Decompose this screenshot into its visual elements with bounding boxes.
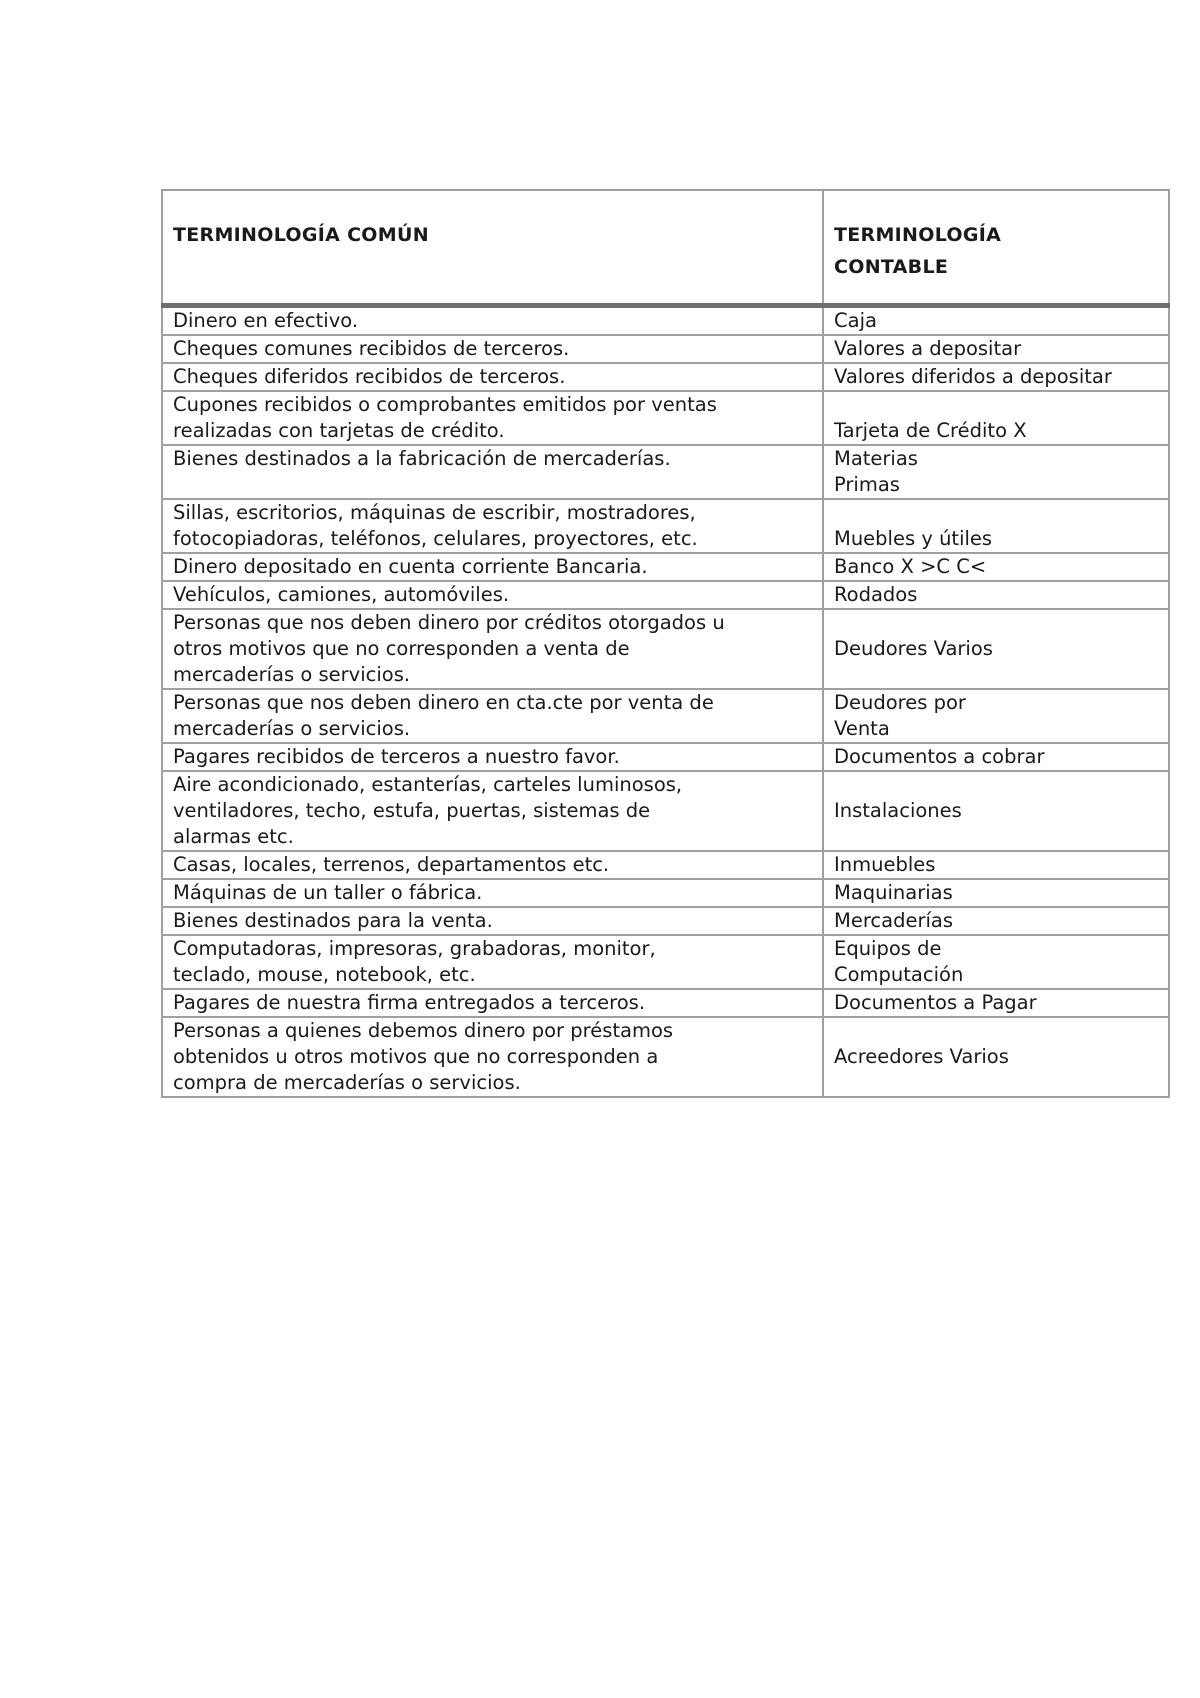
common-term-cell xyxy=(162,445,823,499)
table-row xyxy=(162,851,1169,879)
common-term-text: Computadoras, impresoras, grabadoras, monitor, xyxy=(173,937,656,960)
common-term-cell xyxy=(162,879,823,907)
accounting-term-cell xyxy=(823,391,1169,445)
table-row xyxy=(162,445,1169,499)
accounting-term-cell xyxy=(823,771,1169,851)
accounting-term-text: Primas xyxy=(834,473,900,496)
table-row xyxy=(162,743,1169,771)
common-term-text: Sillas, escritorios, máquinas de escribir, mostradores, xyxy=(173,501,696,524)
table-row xyxy=(162,306,1169,336)
common-term-cell xyxy=(162,907,823,935)
common-term-text: teclado, mouse, notebook, etc. xyxy=(173,963,476,986)
common-term-text: fotocopiadoras, teléfonos, celulares, proyectores, etc. xyxy=(173,527,698,550)
accounting-term-cell xyxy=(823,689,1169,743)
table-header-row xyxy=(162,190,1169,306)
accounting-term-cell xyxy=(823,935,1169,989)
accounting-term-cell xyxy=(823,609,1169,689)
common-term-cell xyxy=(162,743,823,771)
accounting-term-cell xyxy=(823,851,1169,879)
common-term-text: Personas que nos deben dinero en cta.cte por venta de xyxy=(173,691,714,714)
accounting-term-cell xyxy=(823,499,1169,553)
accounting-term-cell xyxy=(823,743,1169,771)
common-term-text: Aire acondicionado, estanterías, carteles luminosos, xyxy=(173,773,683,796)
accounting-term-text: Materias xyxy=(834,447,918,470)
common-term-cell xyxy=(162,363,823,391)
header-common-label: TERMINOLOGÍA COMÚN xyxy=(173,224,429,246)
common-term-text: ventiladores, techo, estufa, puertas, sistemas de xyxy=(173,799,651,822)
common-term-cell xyxy=(162,306,823,336)
accounting-term-cell xyxy=(823,363,1169,391)
accounting-term-text: Mercaderías xyxy=(834,909,953,932)
common-term-cell xyxy=(162,1017,823,1097)
accounting-term-text: Banco X >C C< xyxy=(834,555,987,578)
common-term-text: Dinero depositado en cuenta corriente Bancaria. xyxy=(173,555,648,578)
common-term-text: realizadas con tarjetas de crédito. xyxy=(173,419,505,442)
common-term-text: Pagares recibidos de terceros a nuestro favor. xyxy=(173,745,620,768)
table-row xyxy=(162,771,1169,851)
accounting-term-text: Tarjeta de Crédito X xyxy=(834,419,1027,442)
table-row xyxy=(162,879,1169,907)
common-term-text: Personas que nos deben dinero por créditos otorgados u xyxy=(173,611,725,634)
accounting-term-text: Computación xyxy=(834,963,964,986)
terminology-table xyxy=(161,189,1170,1098)
table-row xyxy=(162,1017,1169,1097)
common-term-text: Pagares de nuestra firma entregados a terceros. xyxy=(173,991,646,1014)
common-term-text: Personas a quienes debemos dinero por préstamos xyxy=(173,1019,674,1042)
accounting-term-text: Valores diferidos a depositar xyxy=(834,365,1112,388)
table-row xyxy=(162,935,1169,989)
common-term-text: alarmas etc. xyxy=(173,825,294,848)
accounting-term-text: Inmuebles xyxy=(834,853,936,876)
accounting-term-text: Deudores Varios xyxy=(834,637,993,660)
table-row xyxy=(162,499,1169,553)
accounting-term-text: Deudores por xyxy=(834,691,966,714)
common-term-text: otros motivos que no corresponden a venta de xyxy=(173,637,630,660)
table-row xyxy=(162,609,1169,689)
common-term-text: Dinero en efectivo. xyxy=(173,309,359,332)
common-term-text: mercaderías o servicios. xyxy=(173,717,411,740)
common-term-text: Cheques comunes recibidos de terceros. xyxy=(173,337,570,360)
common-term-text: Cupones recibidos o comprobantes emitidos por ventas xyxy=(173,393,717,416)
common-term-cell xyxy=(162,609,823,689)
accounting-term-text: Documentos a cobrar xyxy=(834,745,1045,768)
common-term-cell xyxy=(162,391,823,445)
table-row xyxy=(162,581,1169,609)
accounting-term-text: Valores a depositar xyxy=(834,337,1022,360)
accounting-term-cell xyxy=(823,306,1169,336)
header-common-terminology xyxy=(162,190,823,306)
common-term-text: Casas, locales, terrenos, departamentos etc. xyxy=(173,853,610,876)
accounting-term-text: Documentos a Pagar xyxy=(834,991,1037,1014)
table-row xyxy=(162,553,1169,581)
accounting-term-cell xyxy=(823,989,1169,1017)
accounting-term-text: Muebles y útiles xyxy=(834,527,993,550)
accounting-term-cell xyxy=(823,335,1169,363)
accounting-term-cell xyxy=(823,445,1169,499)
table-row xyxy=(162,689,1169,743)
accounting-term-cell xyxy=(823,553,1169,581)
common-term-cell xyxy=(162,935,823,989)
common-term-text: Bienes destinados para la venta. xyxy=(173,909,493,932)
accounting-term-cell xyxy=(823,879,1169,907)
header-accounting-label-line1: TERMINOLOGÍA xyxy=(834,224,1002,246)
common-term-cell xyxy=(162,851,823,879)
common-term-text: mercaderías o servicios. xyxy=(173,663,411,686)
common-term-text: Cheques diferidos recibidos de terceros. xyxy=(173,365,566,388)
common-term-text: Máquinas de un taller o fábrica. xyxy=(173,881,483,904)
common-term-cell xyxy=(162,771,823,851)
common-term-text: Bienes destinados a la fabricación de mercaderías. xyxy=(173,447,671,470)
accounting-term-text: Instalaciones xyxy=(834,799,962,822)
accounting-term-text: Equipos de xyxy=(834,937,942,960)
accounting-term-text: Maquinarias xyxy=(834,881,953,904)
table-body xyxy=(162,306,1169,1098)
common-term-cell xyxy=(162,499,823,553)
table-row xyxy=(162,989,1169,1017)
header-accounting-label-line2: CONTABLE xyxy=(834,256,949,278)
header-accounting-terminology xyxy=(823,190,1169,306)
table-row xyxy=(162,391,1169,445)
accounting-term-text: Caja xyxy=(834,309,877,332)
common-term-text: obtenidos u otros motivos que no corresponden a xyxy=(173,1045,659,1068)
accounting-term-text: Venta xyxy=(834,717,890,740)
common-term-cell xyxy=(162,581,823,609)
accounting-term-cell xyxy=(823,907,1169,935)
common-term-text: Vehículos, camiones, automóviles. xyxy=(173,583,510,606)
table-row xyxy=(162,335,1169,363)
common-term-cell xyxy=(162,689,823,743)
common-term-cell xyxy=(162,335,823,363)
accounting-term-text: Rodados xyxy=(834,583,918,606)
table-row xyxy=(162,363,1169,391)
common-term-cell xyxy=(162,989,823,1017)
accounting-term-cell xyxy=(823,1017,1169,1097)
accounting-term-cell xyxy=(823,581,1169,609)
table-row xyxy=(162,907,1169,935)
common-term-text: compra de mercaderías o servicios. xyxy=(173,1071,521,1094)
accounting-term-text: Acreedores Varios xyxy=(834,1045,1009,1068)
common-term-cell xyxy=(162,553,823,581)
